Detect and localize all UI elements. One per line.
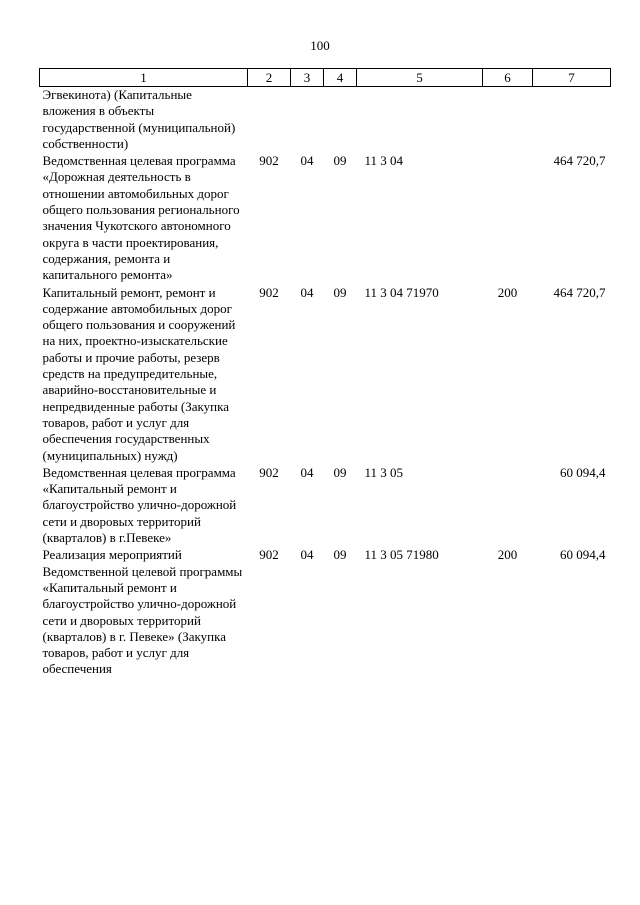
row-section-code [291, 87, 324, 154]
row-subsection-code [324, 87, 357, 154]
row-subsection-code: 09 [333, 547, 347, 563]
table-header-row [40, 69, 611, 87]
row-section-code: 04 [300, 547, 314, 563]
row-subsection-code: 09 [333, 464, 347, 480]
row-target-code [357, 87, 483, 154]
row-amount: 60 094,4 [560, 464, 606, 480]
row-ministry-code: 902 [259, 284, 279, 300]
row-target-code: 11 3 05 [364, 464, 404, 480]
row-type-code: 200 [497, 547, 518, 563]
table-row [40, 153, 611, 284]
row-name: Капитальный ремонт, ремонт и содержание автомобильных дорог общего пользования и сооружений на них, проектно-изыскательские работы и прочие работы, резерв средств на предупредительные, аварийно-восстановительные и непредвиденные работы (Закупка товаров, работ и услуг для обеспечения государственных (муниципальных) нужд) [42, 284, 236, 463]
column-header-5: 5 [357, 69, 483, 87]
column-header-2: 2 [248, 69, 291, 87]
row-type-code [483, 465, 533, 547]
row-name: Эгвекинота) (Капитальные вложения в объекты государственной (муниципальной) собственности) [42, 87, 236, 151]
row-name: Ведомственная целевая программа «Капитальный ремонт и благоустройство улично-дорожной сети и дворовых территорий (кварталов) в г.Певеке» [42, 464, 237, 546]
column-header-1: 1 [40, 69, 248, 87]
row-ministry-code: 902 [259, 464, 279, 480]
row-amount: 464 720,7 [553, 153, 606, 169]
row-amount: 60 094,4 [560, 547, 606, 563]
row-ministry-code: 902 [259, 153, 279, 169]
table-row [40, 547, 611, 678]
table-row [40, 87, 611, 154]
column-header-6: 6 [483, 69, 533, 87]
table-row [40, 465, 611, 547]
row-target-code: 11 3 05 71980 [364, 547, 439, 563]
row-amount: 464 720,7 [553, 284, 606, 300]
table-row [40, 285, 611, 465]
row-type-code [483, 87, 533, 154]
row-type-code: 200 [497, 284, 518, 300]
row-target-code: 11 3 04 71970 [364, 284, 439, 300]
row-name: Ведомственная целевая программа «Дорожная деятельность в отношении автомобильных дорог общего пользования регионального значения Чукотского автономного округа в части проектирования, содержания, ремонта и капитального ремонта» [42, 153, 240, 283]
page-number: 100 [310, 38, 330, 53]
row-amount [533, 87, 611, 154]
row-ministry-code: 902 [259, 547, 279, 563]
row-subsection-code: 09 [333, 153, 347, 169]
row-ministry-code [248, 87, 291, 154]
row-section-code: 04 [300, 284, 314, 300]
row-name: Реализация мероприятий Ведомственной целевой программы «Капитальный ремонт и благоустройство улично-дорожной сети и дворовых территорий (кварталов) в г. Певеке» (Закупка товаров, работ и услуг для обеспечения [42, 547, 243, 677]
row-type-code [483, 153, 533, 284]
row-target-code: 11 3 04 [364, 153, 404, 169]
row-section-code: 04 [300, 153, 314, 169]
row-section-code: 04 [300, 464, 314, 480]
row-subsection-code: 09 [333, 284, 347, 300]
budget-table [39, 68, 611, 679]
column-header-7: 7 [533, 69, 611, 87]
column-header-3: 3 [291, 69, 324, 87]
column-header-4: 4 [324, 69, 357, 87]
